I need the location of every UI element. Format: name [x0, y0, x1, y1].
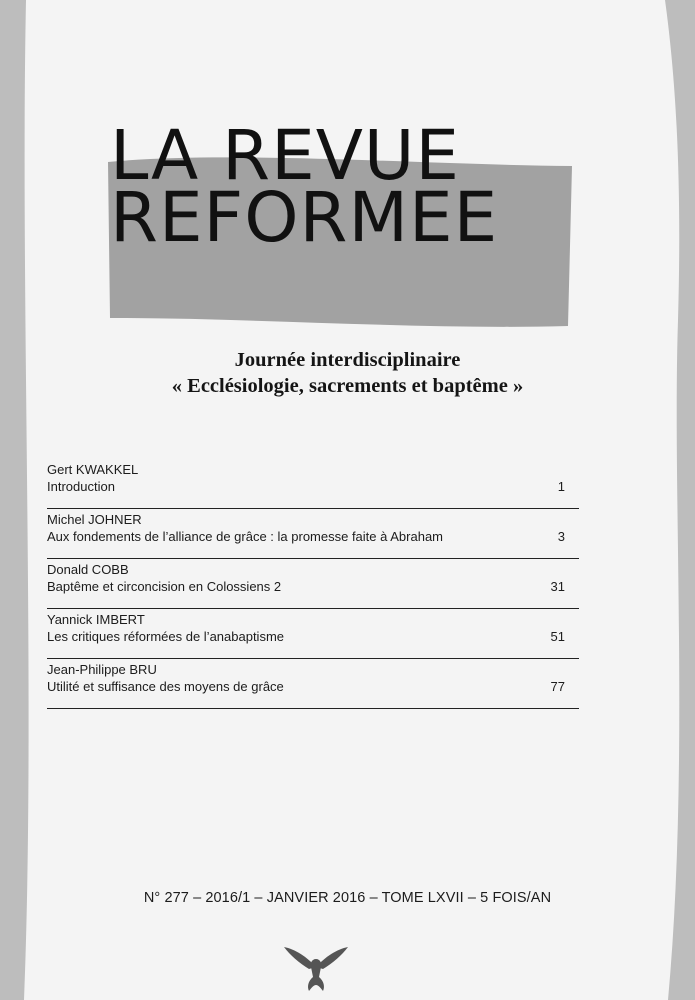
toc-author: Jean-Philippe BRU: [47, 662, 157, 677]
toc-title: Les critiques réformées de l’anabaptisme: [47, 629, 285, 644]
toc-entry: [47, 559, 579, 609]
toc-page: 31: [550, 579, 565, 594]
dove-icon: [281, 933, 351, 993]
toc-title: Introduction: [47, 479, 115, 494]
masthead-line-2: REFORMEE: [110, 178, 499, 258]
subtitle-line-1: Journée interdisciplinaire: [234, 349, 461, 371]
toc-author: Donald COBB: [47, 562, 129, 577]
toc-page: 77: [550, 679, 565, 694]
masthead-line-1: LA REVUE: [110, 116, 461, 196]
masthead-title: [110, 116, 590, 258]
table-of-contents: [47, 459, 579, 709]
toc-entry: [47, 609, 579, 659]
toc-page: 3: [557, 529, 565, 544]
toc-page: 51: [550, 629, 565, 644]
toc-title: Aux fondements de l’alliance de grâce : la promesse faite à Abraham: [47, 529, 444, 544]
toc-page: 1: [557, 479, 565, 494]
toc-author: Yannick IMBERT: [47, 612, 145, 627]
right-edge-band: [665, 0, 695, 1000]
toc-author: Gert KWAKKEL: [47, 462, 139, 477]
toc-entry: [47, 659, 579, 709]
left-edge-band: [0, 0, 29, 1000]
toc-entry: [47, 459, 579, 509]
toc-title: Baptême et circoncision en Colossiens 2: [47, 579, 282, 594]
toc-title: Utilité et suffisance des moyens de grâce: [47, 679, 284, 694]
issue-subtitle: [0, 347, 695, 399]
issue-info: N° 277 – 2016/1 – JANVIER 2016 – TOME LXVII – 5 FOIS/AN: [143, 890, 552, 906]
toc-entry: [47, 509, 579, 559]
subtitle-line-2: « Ecclésiologie, sacrements et baptême »: [171, 375, 524, 397]
toc-author: Michel JOHNER: [47, 512, 142, 527]
